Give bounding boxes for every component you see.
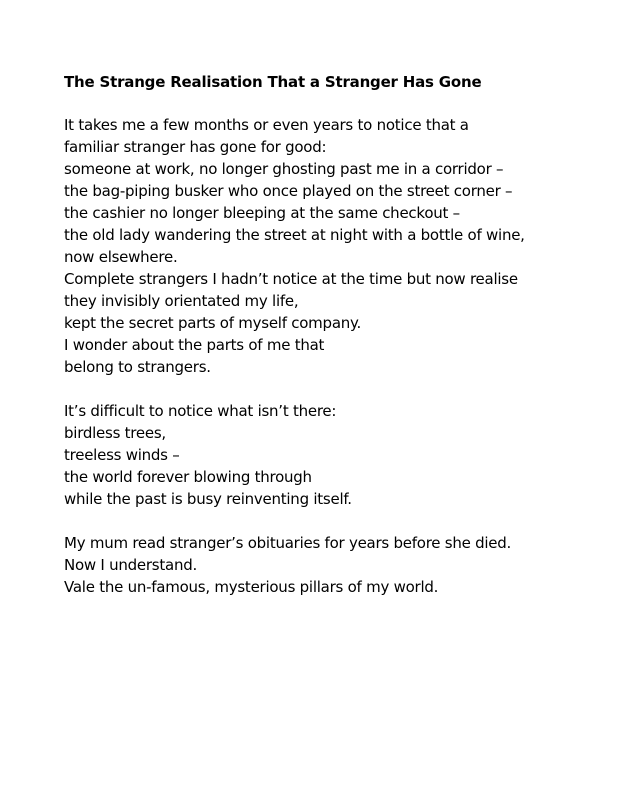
poem-line: It takes me a few months or even years to notice that a [64, 116, 469, 134]
stanza-1 [64, 114, 604, 378]
poem-line: familiar stranger has gone for good: [64, 138, 327, 156]
poem-line: I wonder about the parts of me that [64, 336, 325, 354]
poem-line: Vale the un-famous, mysterious pillars of my world. [64, 578, 439, 596]
poem-line: birdless trees, [64, 424, 166, 442]
poem-line: My mum read stranger’s obituaries for years before she died. [64, 534, 512, 552]
poem-line: Complete strangers I hadn’t notice at the time but now realise [64, 270, 518, 288]
poem-line: Now I understand. [64, 556, 197, 574]
poem-line: the world forever blowing through [64, 468, 312, 486]
poem-line: belong to strangers. [64, 358, 211, 376]
poem-line: they invisibly orientated my life, [64, 292, 299, 310]
poem-line: while the past is busy reinventing itself. [64, 490, 352, 508]
stanza-3 [64, 532, 604, 598]
poem-line: someone at work, no longer ghosting past me in a corridor – [64, 160, 504, 178]
poem-line: the cashier no longer bleeping at the same checkout – [64, 204, 460, 222]
poem-line: treeless winds – [64, 446, 180, 464]
poem-title: The Strange Realisation That a Stranger Has Gone [64, 73, 482, 91]
poem-line: It’s difficult to notice what isn’t there: [64, 402, 337, 420]
poem-line: the old lady wandering the street at night with a bottle of wine, [64, 226, 525, 244]
poem-line: kept the secret parts of myself company. [64, 314, 362, 332]
poem-line: now elsewhere. [64, 248, 178, 266]
document-page [64, 71, 604, 620]
poem-line: the bag-piping busker who once played on the street corner – [64, 182, 513, 200]
stanza-2 [64, 400, 604, 510]
